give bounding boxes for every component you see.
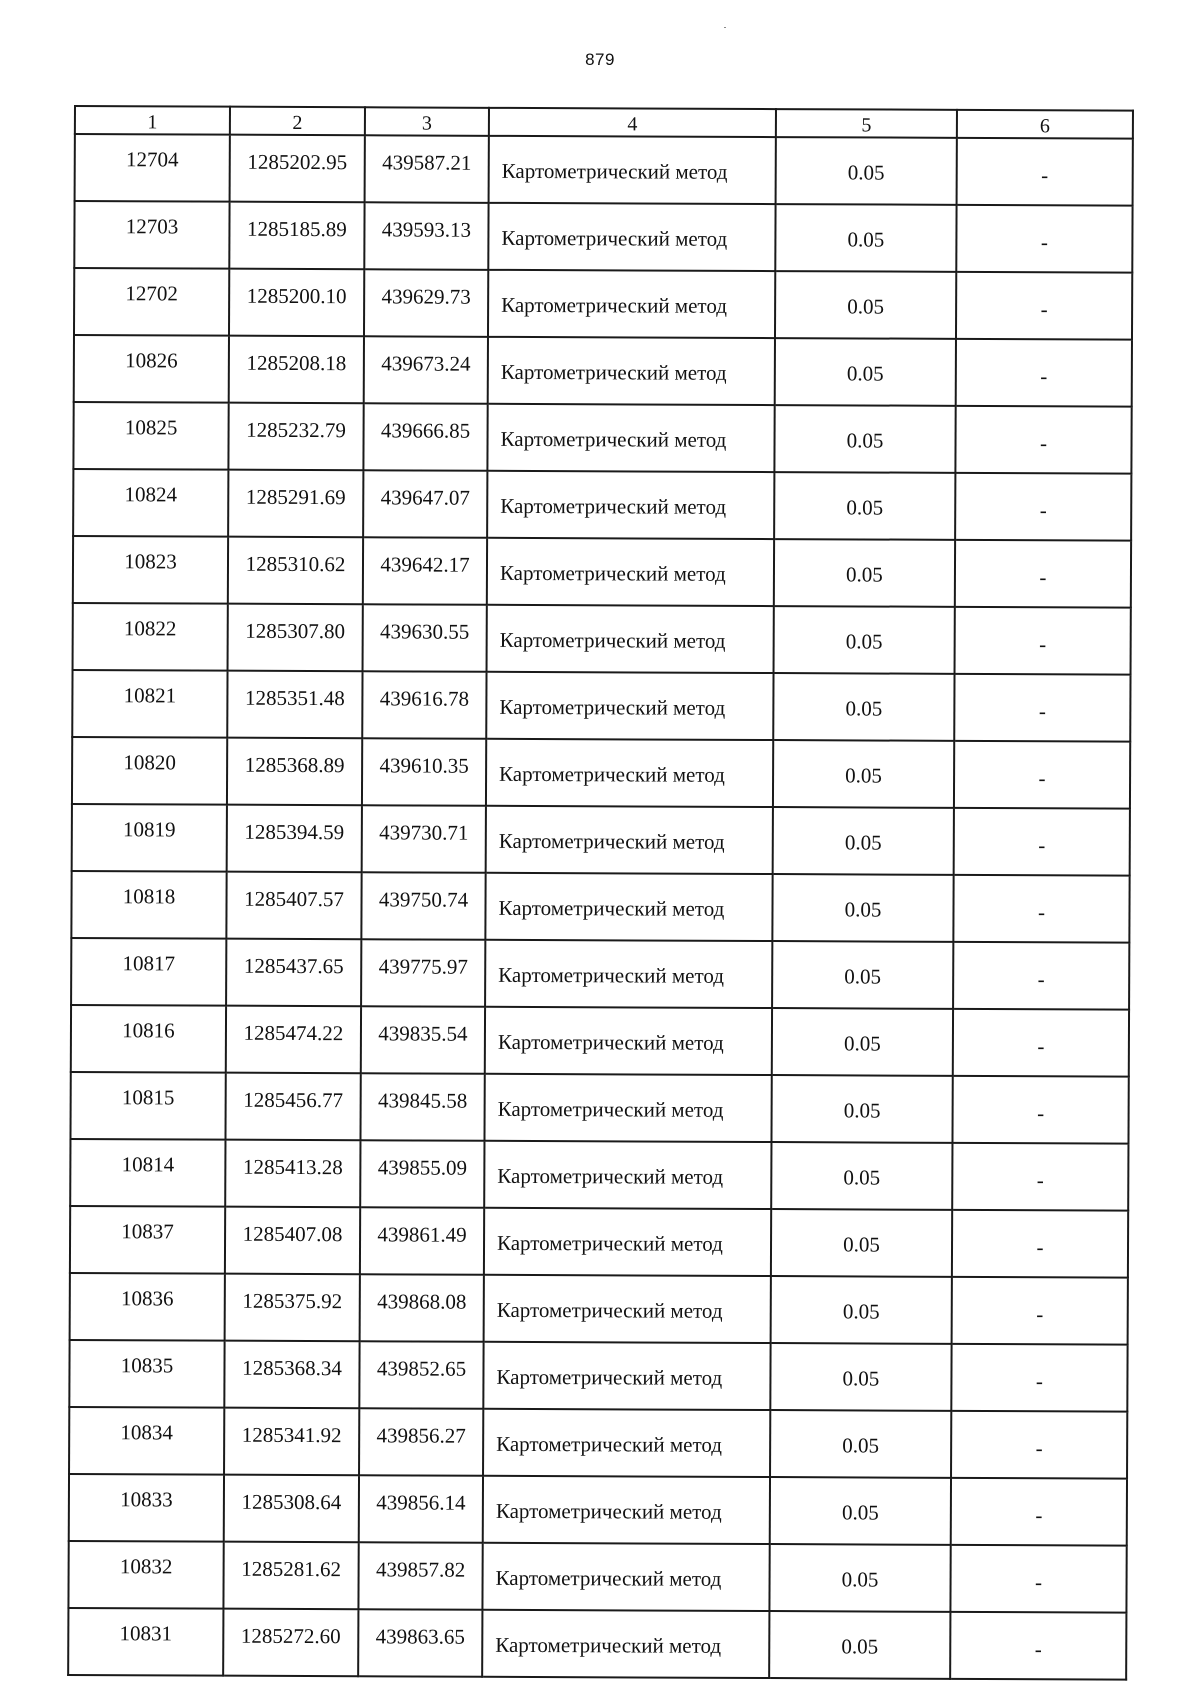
method-cell: Картометрический метод bbox=[483, 1476, 770, 1544]
table-row bbox=[70, 1072, 1128, 1144]
method-cell: Картометрический метод bbox=[487, 471, 774, 539]
y-coordinate-cell: 439845.58 bbox=[360, 1073, 484, 1141]
point-number-cell: 12704 bbox=[75, 134, 230, 202]
point-number-cell: 10819 bbox=[72, 804, 227, 872]
accuracy-cell: 0.05 bbox=[773, 740, 954, 808]
method-cell: Картометрический метод bbox=[487, 404, 774, 472]
accuracy-cell: 0.05 bbox=[774, 539, 955, 607]
point-number-cell: 10816 bbox=[71, 1005, 226, 1073]
y-coordinate-cell: 439855.09 bbox=[360, 1140, 484, 1208]
y-coordinate-cell: 439856.27 bbox=[359, 1408, 483, 1476]
note-cell: - bbox=[956, 205, 1132, 273]
y-coordinate-cell: 439642.17 bbox=[363, 537, 487, 605]
note-cell: - bbox=[953, 942, 1129, 1010]
table-row bbox=[69, 1407, 1127, 1479]
table-row bbox=[72, 670, 1130, 742]
table-row bbox=[70, 1273, 1128, 1345]
x-coordinate-cell: 1285232.79 bbox=[228, 403, 363, 471]
note-cell: - bbox=[956, 272, 1132, 340]
method-cell: Картометрический метод bbox=[486, 739, 773, 807]
accuracy-cell: 0.05 bbox=[769, 1544, 950, 1612]
note-cell: - bbox=[955, 473, 1131, 541]
method-cell: Картометрический метод bbox=[484, 1208, 771, 1276]
note-cell: - bbox=[955, 540, 1131, 608]
accuracy-cell: 0.05 bbox=[775, 204, 956, 272]
method-cell: Картометрический метод bbox=[488, 337, 775, 405]
x-coordinate-cell: 1285281.62 bbox=[223, 1542, 358, 1610]
y-coordinate-cell: 439630.55 bbox=[363, 604, 487, 672]
y-coordinate-cell: 439835.54 bbox=[361, 1006, 485, 1074]
method-cell: Картометрический метод bbox=[482, 1610, 769, 1678]
point-number-cell: 12702 bbox=[74, 268, 229, 336]
y-coordinate-cell: 439593.13 bbox=[364, 202, 488, 270]
method-cell: Картометрический метод bbox=[484, 1141, 771, 1209]
x-coordinate-cell: 1285375.92 bbox=[225, 1274, 360, 1342]
table-body bbox=[68, 106, 1133, 1680]
y-coordinate-cell: 439647.07 bbox=[363, 470, 487, 538]
note-cell: - bbox=[952, 1143, 1128, 1211]
x-coordinate-cell: 1285413.28 bbox=[225, 1140, 360, 1208]
point-number-cell: 10824 bbox=[73, 469, 228, 537]
x-coordinate-cell: 1285308.64 bbox=[224, 1475, 359, 1543]
table-row bbox=[68, 1608, 1126, 1680]
method-cell: Картометрический метод bbox=[488, 270, 775, 338]
x-coordinate-cell: 1285310.62 bbox=[228, 537, 363, 605]
y-coordinate-cell: 439852.65 bbox=[359, 1341, 483, 1409]
point-number-cell: 10814 bbox=[70, 1139, 225, 1207]
x-coordinate-cell: 1285185.89 bbox=[229, 202, 364, 270]
point-number-cell: 10823 bbox=[73, 536, 228, 604]
point-number-cell: 12703 bbox=[74, 201, 229, 269]
accuracy-cell: 0.05 bbox=[769, 1611, 950, 1679]
point-number-cell: 10825 bbox=[73, 402, 228, 470]
x-coordinate-cell: 1285208.18 bbox=[229, 336, 364, 404]
table-row bbox=[70, 1139, 1128, 1211]
method-cell: Картометрический метод bbox=[485, 873, 772, 941]
y-coordinate-cell: 439868.08 bbox=[360, 1274, 484, 1342]
table-row bbox=[70, 1206, 1128, 1278]
x-coordinate-cell: 1285394.59 bbox=[227, 805, 362, 873]
accuracy-cell: 0.05 bbox=[774, 472, 955, 540]
header-cell-col-1: 1 bbox=[75, 106, 230, 135]
table-row bbox=[69, 1474, 1127, 1546]
x-coordinate-cell: 1285272.60 bbox=[223, 1609, 358, 1677]
x-coordinate-cell: 1285307.80 bbox=[228, 604, 363, 672]
point-number-cell: 10834 bbox=[69, 1407, 224, 1475]
accuracy-cell: 0.05 bbox=[772, 941, 953, 1009]
accuracy-cell: 0.05 bbox=[771, 1276, 952, 1344]
page-number: 879 bbox=[585, 50, 615, 69]
note-cell: - bbox=[951, 1411, 1127, 1479]
y-coordinate-cell: 439673.24 bbox=[364, 336, 488, 404]
point-number-cell: 10836 bbox=[70, 1273, 225, 1341]
method-cell: Картометрический метод bbox=[485, 1007, 772, 1075]
point-number-cell: 10832 bbox=[68, 1541, 223, 1609]
coordinates-table bbox=[67, 105, 1134, 1681]
scan-speck bbox=[724, 27, 726, 28]
table-row bbox=[71, 938, 1129, 1010]
note-cell: - bbox=[955, 406, 1131, 474]
y-coordinate-cell: 439863.65 bbox=[358, 1609, 482, 1677]
accuracy-cell: 0.05 bbox=[772, 1008, 953, 1076]
x-coordinate-cell: 1285202.95 bbox=[230, 135, 365, 203]
point-number-cell: 10835 bbox=[69, 1340, 224, 1408]
accuracy-cell: 0.05 bbox=[772, 874, 953, 942]
accuracy-cell: 0.05 bbox=[770, 1477, 951, 1545]
method-cell: Картометрический метод bbox=[486, 806, 773, 874]
method-cell: Картометрический метод bbox=[483, 1409, 770, 1477]
point-number-cell: 10820 bbox=[72, 737, 227, 805]
note-cell: - bbox=[956, 339, 1132, 407]
x-coordinate-cell: 1285341.92 bbox=[224, 1408, 359, 1476]
table-row bbox=[68, 1541, 1126, 1613]
note-cell: - bbox=[957, 138, 1133, 206]
x-coordinate-cell: 1285407.57 bbox=[226, 872, 361, 940]
method-cell: Картометрический метод bbox=[483, 1342, 770, 1410]
x-coordinate-cell: 1285368.34 bbox=[224, 1341, 359, 1409]
x-coordinate-cell: 1285351.48 bbox=[227, 671, 362, 739]
accuracy-cell: 0.05 bbox=[773, 673, 954, 741]
header-cell-col-4: 4 bbox=[489, 108, 776, 137]
x-coordinate-cell: 1285200.10 bbox=[229, 269, 364, 337]
table-row bbox=[74, 201, 1132, 273]
point-number-cell: 10815 bbox=[70, 1072, 225, 1140]
point-number-cell: 10826 bbox=[74, 335, 229, 403]
x-coordinate-cell: 1285407.08 bbox=[225, 1207, 360, 1275]
method-cell: Картометрический метод bbox=[484, 1275, 771, 1343]
header-cell-col-5: 5 bbox=[776, 109, 957, 138]
note-cell: - bbox=[952, 1210, 1128, 1278]
y-coordinate-cell: 439610.35 bbox=[362, 738, 486, 806]
point-number-cell: 10837 bbox=[70, 1206, 225, 1274]
y-coordinate-cell: 439856.14 bbox=[359, 1475, 483, 1543]
method-cell: Картометрический метод bbox=[484, 1074, 771, 1142]
point-number-cell: 10833 bbox=[69, 1474, 224, 1542]
x-coordinate-cell: 1285291.69 bbox=[228, 470, 363, 538]
y-coordinate-cell: 439857.82 bbox=[358, 1542, 482, 1610]
note-cell: - bbox=[954, 741, 1130, 809]
y-coordinate-cell: 439616.78 bbox=[362, 671, 486, 739]
accuracy-cell: 0.05 bbox=[775, 271, 956, 339]
y-coordinate-cell: 439750.74 bbox=[361, 872, 485, 940]
header-cell-col-2: 2 bbox=[230, 107, 365, 136]
table-row bbox=[74, 335, 1132, 407]
method-cell: Картометрический метод bbox=[487, 605, 774, 673]
y-coordinate-cell: 439730.71 bbox=[362, 805, 486, 873]
x-coordinate-cell: 1285437.65 bbox=[226, 939, 361, 1007]
point-number-cell: 10831 bbox=[68, 1608, 223, 1676]
table-row bbox=[72, 737, 1130, 809]
note-cell: - bbox=[950, 1612, 1126, 1680]
accuracy-cell: 0.05 bbox=[775, 338, 956, 406]
note-cell: - bbox=[953, 875, 1129, 943]
point-number-cell: 10822 bbox=[73, 603, 228, 671]
accuracy-cell: 0.05 bbox=[770, 1410, 951, 1478]
accuracy-cell: 0.05 bbox=[771, 1142, 952, 1210]
point-number-cell: 10821 bbox=[72, 670, 227, 738]
accuracy-cell: 0.05 bbox=[774, 606, 955, 674]
note-cell: - bbox=[951, 1344, 1127, 1412]
table-row bbox=[72, 804, 1130, 876]
point-number-cell: 10817 bbox=[71, 938, 226, 1006]
y-coordinate-cell: 439629.73 bbox=[364, 269, 488, 337]
table-row bbox=[73, 469, 1131, 541]
note-cell: - bbox=[955, 607, 1131, 675]
method-cell: Картометрический метод bbox=[482, 1543, 769, 1611]
y-coordinate-cell: 439666.85 bbox=[363, 403, 487, 471]
accuracy-cell: 0.05 bbox=[771, 1209, 952, 1277]
accuracy-cell: 0.05 bbox=[771, 1075, 952, 1143]
x-coordinate-cell: 1285474.22 bbox=[226, 1006, 361, 1074]
table-row bbox=[73, 603, 1131, 675]
accuracy-cell: 0.05 bbox=[773, 807, 954, 875]
method-cell: Картометрический метод bbox=[488, 203, 775, 271]
table-row bbox=[71, 1005, 1129, 1077]
method-cell: Картометрический метод bbox=[486, 672, 773, 740]
accuracy-cell: 0.05 bbox=[770, 1343, 951, 1411]
method-cell: Картометрический метод bbox=[485, 940, 772, 1008]
method-cell: Картометрический метод bbox=[487, 538, 774, 606]
header-cell-col-6: 6 bbox=[957, 110, 1133, 139]
note-cell: - bbox=[952, 1076, 1128, 1144]
table-row bbox=[69, 1340, 1127, 1412]
point-number-cell: 10818 bbox=[71, 871, 226, 939]
table-row bbox=[73, 536, 1131, 608]
note-cell: - bbox=[954, 674, 1130, 742]
note-cell: - bbox=[954, 808, 1130, 876]
method-cell: Картометрический метод bbox=[489, 136, 776, 204]
note-cell: - bbox=[953, 1009, 1129, 1077]
y-coordinate-cell: 439775.97 bbox=[361, 939, 485, 1007]
table-row bbox=[73, 402, 1131, 474]
table-row bbox=[75, 134, 1133, 206]
y-coordinate-cell: 439861.49 bbox=[360, 1207, 484, 1275]
table-row bbox=[74, 268, 1132, 340]
accuracy-cell: 0.05 bbox=[774, 405, 955, 473]
y-coordinate-cell: 439587.21 bbox=[365, 135, 489, 203]
table-row bbox=[71, 871, 1129, 943]
header-cell-col-3: 3 bbox=[365, 107, 489, 136]
accuracy-cell: 0.05 bbox=[776, 137, 957, 205]
note-cell: - bbox=[950, 1545, 1126, 1613]
note-cell: - bbox=[952, 1277, 1128, 1345]
x-coordinate-cell: 1285368.89 bbox=[227, 738, 362, 806]
note-cell: - bbox=[951, 1478, 1127, 1546]
x-coordinate-cell: 1285456.77 bbox=[225, 1073, 360, 1141]
